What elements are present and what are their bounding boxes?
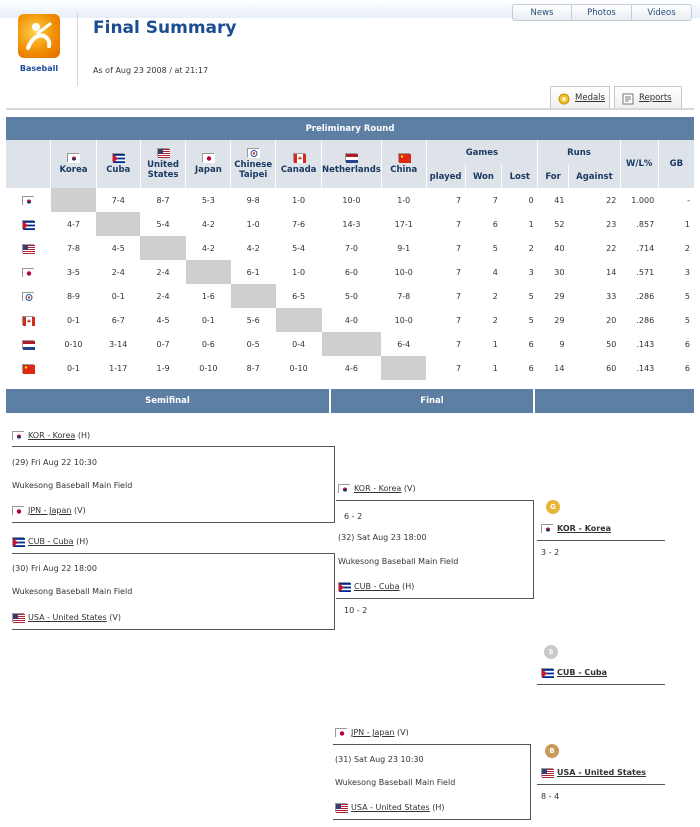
team-name: United States bbox=[147, 160, 179, 180]
result-cell: 5-6 bbox=[246, 315, 260, 325]
lost-cell: 2 bbox=[528, 243, 534, 253]
gb-cell: - bbox=[687, 195, 690, 205]
china-flag-icon bbox=[22, 364, 34, 373]
sf2-away bbox=[12, 613, 121, 622]
col-usa bbox=[140, 140, 186, 188]
col-korea bbox=[51, 140, 97, 188]
sf1-home bbox=[12, 431, 90, 440]
top-nav bbox=[512, 4, 692, 21]
page-title: Final Summary bbox=[93, 18, 237, 38]
row-flag bbox=[6, 236, 51, 260]
result-cell: 0-6 bbox=[201, 339, 215, 349]
bronze-home bbox=[335, 803, 445, 812]
canada-flag-icon bbox=[22, 316, 34, 325]
gb-cell: 2 bbox=[684, 243, 690, 253]
cuba-flag-icon bbox=[541, 668, 553, 677]
bracket-line bbox=[333, 819, 530, 820]
lost-cell: 6 bbox=[528, 339, 534, 349]
bronze-game: (31) Sat Aug 23 10:30 bbox=[335, 755, 424, 764]
team-name: Netherlands bbox=[322, 165, 381, 175]
for-cell: 29 bbox=[554, 315, 565, 325]
sf1-away bbox=[12, 506, 86, 515]
result-cell: 7-6 bbox=[292, 219, 306, 229]
played-cell: 7 bbox=[455, 291, 462, 301]
usa-flag-icon bbox=[541, 768, 553, 777]
sport-label: Baseball bbox=[19, 64, 59, 73]
against-header: Against bbox=[568, 165, 620, 188]
row-flag bbox=[6, 284, 51, 308]
row-flag bbox=[6, 356, 51, 380]
result-cell: 6-0 bbox=[344, 267, 358, 277]
gb-cell: 3 bbox=[684, 267, 690, 277]
won-header: Won bbox=[465, 165, 502, 188]
bronze-score: 8 - 4 bbox=[541, 792, 560, 801]
result-cell: 7-8 bbox=[66, 243, 81, 253]
gb-cell: 6 bbox=[684, 339, 690, 349]
bracket-line bbox=[334, 553, 335, 630]
gb-cell: 1 bbox=[684, 219, 690, 229]
chinese-taipei-flag-icon bbox=[22, 292, 34, 301]
japan-flag-icon bbox=[22, 268, 34, 277]
corner-cell bbox=[6, 140, 51, 188]
team-link[interactable]: KOR - Korea bbox=[557, 524, 612, 533]
result-cell: 3-14 bbox=[109, 339, 128, 349]
result-cell: 4-0 bbox=[344, 315, 358, 325]
korea-flag-icon bbox=[67, 153, 79, 162]
final-sf2-score: 10 - 2 bbox=[344, 606, 368, 615]
played-cell: 7 bbox=[455, 363, 462, 373]
for-cell: 41 bbox=[554, 195, 565, 205]
gb-cell: 6 bbox=[684, 363, 690, 373]
visitor-marker: (V) bbox=[403, 484, 416, 493]
result-cell: 6-1 bbox=[246, 267, 260, 277]
self-cell bbox=[322, 332, 382, 356]
korea-flag-icon bbox=[338, 484, 350, 493]
final-visitor bbox=[338, 484, 416, 493]
cuba-flag-icon bbox=[22, 220, 34, 229]
japan-flag-icon bbox=[12, 506, 24, 515]
col-netherlands bbox=[322, 140, 382, 188]
team-link[interactable]: CUB - Cuba bbox=[557, 668, 608, 677]
team-name: Chinese Taipei bbox=[234, 160, 273, 180]
result-cell: 10-0 bbox=[394, 267, 413, 277]
team-link[interactable]: USA - United States bbox=[28, 613, 107, 622]
cuba-flag-icon bbox=[338, 582, 350, 591]
team-link[interactable]: USA - United States bbox=[557, 768, 647, 777]
cuba-flag-icon bbox=[112, 153, 124, 162]
silver-team bbox=[541, 668, 607, 677]
final-header: Final bbox=[331, 389, 533, 413]
wl-cell: 1.000 bbox=[631, 195, 655, 205]
result-cell: 5-4 bbox=[292, 243, 306, 253]
result-cell: 1-0 bbox=[397, 195, 411, 205]
final-venue: Wukesong Baseball Main Field bbox=[338, 557, 459, 566]
for-cell: 40 bbox=[554, 243, 565, 253]
table-row bbox=[6, 212, 694, 236]
result-cell: 7-0 bbox=[344, 243, 358, 253]
result-cell: 5-4 bbox=[156, 219, 170, 229]
played-cell: 7 bbox=[455, 267, 462, 277]
sf1-venue: Wukesong Baseball Main Field bbox=[12, 481, 133, 490]
wl-cell: .286 bbox=[636, 291, 655, 301]
self-cell bbox=[381, 356, 426, 380]
row-flag bbox=[6, 212, 51, 236]
home-marker: (H) bbox=[432, 803, 445, 812]
gb-cell: 5 bbox=[684, 291, 690, 301]
result-cell: 0-5 bbox=[246, 339, 260, 349]
played-cell: 7 bbox=[455, 195, 462, 205]
result-cell: 6-7 bbox=[111, 315, 125, 325]
won-cell: 2 bbox=[492, 315, 498, 325]
result-cell: 1-6 bbox=[201, 291, 215, 301]
news-tab[interactable]: News bbox=[512, 4, 572, 21]
against-cell: 50 bbox=[606, 339, 617, 349]
played-cell: 7 bbox=[455, 315, 462, 325]
table-row bbox=[6, 284, 694, 308]
against-cell: 60 bbox=[606, 363, 617, 373]
against-cell: 33 bbox=[606, 291, 617, 301]
sf2-venue: Wukesong Baseball Main Field bbox=[12, 587, 133, 596]
played-cell: 7 bbox=[455, 219, 462, 229]
against-cell: 22 bbox=[606, 243, 617, 253]
won-cell: 5 bbox=[492, 243, 498, 253]
result-cell: 6-4 bbox=[397, 339, 411, 349]
team-link[interactable]: JPN - Japan bbox=[28, 506, 72, 515]
result-cell: 4-5 bbox=[111, 243, 125, 253]
result-cell: 0-1 bbox=[111, 291, 125, 301]
result-cell: 4-2 bbox=[246, 243, 260, 253]
result-cell: 0-10 bbox=[199, 363, 218, 373]
bracket-line bbox=[333, 744, 530, 745]
team-link[interactable]: KOR - Korea bbox=[28, 431, 76, 440]
won-cell: 6 bbox=[492, 219, 498, 229]
timestamp: As of Aug 23 2008 / at 21:17 bbox=[93, 66, 209, 75]
result-cell: 1-0 bbox=[292, 195, 306, 205]
bracket-line bbox=[537, 540, 665, 541]
result-cell: 1-17 bbox=[109, 363, 128, 373]
wl-cell: .714 bbox=[636, 243, 655, 253]
result-cell: 17-1 bbox=[394, 219, 413, 229]
sf1-game: (29) Fri Aug 22 10:30 bbox=[12, 458, 97, 467]
against-cell: 20 bbox=[606, 315, 617, 325]
result-cell: 2-4 bbox=[156, 291, 170, 301]
videos-tab[interactable]: Videos bbox=[632, 4, 692, 21]
col-china bbox=[381, 140, 426, 188]
won-cell: 2 bbox=[492, 291, 498, 301]
against-cell: 23 bbox=[606, 219, 617, 229]
usa-flag-icon bbox=[22, 244, 34, 253]
cuba-flag-icon bbox=[12, 537, 24, 546]
header-divider bbox=[77, 12, 78, 86]
reports-tab[interactable] bbox=[614, 86, 682, 109]
wl-cell: .143 bbox=[636, 363, 655, 373]
visitor-marker: (V) bbox=[397, 728, 409, 737]
result-cell: 4-5 bbox=[156, 315, 170, 325]
japan-flag-icon bbox=[335, 728, 347, 737]
team-name: Japan bbox=[194, 165, 222, 175]
wl-header: W/L% bbox=[620, 140, 658, 188]
lost-cell: 3 bbox=[528, 267, 534, 277]
chinese-taipei-flag-icon bbox=[247, 148, 259, 157]
team-name: Cuba bbox=[106, 165, 131, 175]
photos-tab[interactable]: Photos bbox=[572, 4, 632, 21]
home-marker: (H) bbox=[77, 431, 91, 440]
bronze-medal-icon: B bbox=[545, 744, 559, 758]
result-cell: 0-10 bbox=[64, 339, 83, 349]
final-game: (32) Sat Aug 23 18:00 bbox=[338, 533, 427, 542]
result-cell: 0-4 bbox=[292, 339, 306, 349]
medals-link[interactable]: Medals bbox=[575, 93, 605, 103]
sf2-home bbox=[12, 537, 88, 546]
result-cell: 2-4 bbox=[111, 267, 125, 277]
final-home bbox=[338, 582, 414, 591]
result-cell: 8-7 bbox=[246, 363, 260, 373]
bracket-line bbox=[537, 784, 665, 785]
gb-cell: 5 bbox=[684, 315, 690, 325]
played-cell: 7 bbox=[455, 243, 462, 253]
bronze-visitor bbox=[335, 728, 409, 737]
usa-flag-icon bbox=[335, 803, 347, 812]
lost-cell: 0 bbox=[528, 195, 534, 205]
lost-header: Lost bbox=[502, 165, 538, 188]
result-cell: 7-4 bbox=[111, 195, 125, 205]
bracket-line bbox=[336, 500, 533, 501]
bracket-line bbox=[12, 553, 334, 554]
col-canada bbox=[276, 140, 322, 188]
table-row bbox=[6, 188, 694, 212]
lost-cell: 6 bbox=[528, 363, 534, 373]
played-header: played bbox=[426, 165, 465, 188]
bronze-team bbox=[541, 768, 646, 777]
korea-flag-icon bbox=[541, 524, 553, 533]
result-cell: 1-0 bbox=[246, 219, 260, 229]
result-cell: 2-4 bbox=[156, 267, 170, 277]
korea-flag-icon bbox=[12, 431, 24, 440]
team-link[interactable]: USA - United States bbox=[351, 803, 430, 812]
visitor-marker: (V) bbox=[74, 506, 86, 515]
medals-tab[interactable] bbox=[550, 86, 610, 109]
reports-link[interactable]: Reports bbox=[639, 93, 672, 103]
row-flag bbox=[6, 260, 51, 284]
row-flag bbox=[6, 188, 51, 212]
result-cell: 4-6 bbox=[344, 363, 358, 373]
for-cell: 30 bbox=[554, 267, 565, 277]
japan-flag-icon bbox=[202, 153, 214, 162]
team-name: Canada bbox=[280, 165, 317, 175]
result-cell: 1-9 bbox=[156, 363, 170, 373]
team-name: China bbox=[390, 165, 418, 175]
self-cell bbox=[51, 188, 97, 212]
result-cell: 10-0 bbox=[394, 315, 413, 325]
for-header: For bbox=[538, 165, 569, 188]
sf2-game: (30) Fri Aug 22 18:00 bbox=[12, 564, 97, 573]
lost-cell: 5 bbox=[528, 315, 534, 325]
wl-cell: .286 bbox=[636, 315, 655, 325]
team-name: Korea bbox=[59, 165, 88, 175]
header-rule bbox=[6, 108, 694, 110]
against-cell: 22 bbox=[606, 195, 617, 205]
usa-flag-icon bbox=[157, 148, 169, 157]
table-row bbox=[6, 332, 694, 356]
medal-icon bbox=[558, 92, 570, 104]
netherlands-flag-icon bbox=[345, 153, 357, 162]
row-flag bbox=[6, 332, 51, 356]
result-cell: 0-7 bbox=[156, 339, 170, 349]
semifinal-header: Semifinal bbox=[6, 389, 329, 413]
result-cell: 5-3 bbox=[201, 195, 215, 205]
result-cell: 0-10 bbox=[289, 363, 308, 373]
netherlands-flag-icon bbox=[22, 340, 34, 349]
runs-header: Runs bbox=[538, 140, 621, 165]
usa-flag-icon bbox=[12, 613, 24, 622]
bracket-line bbox=[334, 446, 335, 523]
bracket-line bbox=[12, 446, 334, 447]
visitor-marker: (V) bbox=[109, 613, 121, 622]
result-cell: 0-1 bbox=[66, 363, 81, 373]
report-icon bbox=[622, 92, 634, 104]
col-japan bbox=[186, 140, 231, 188]
gold-score: 3 - 2 bbox=[541, 548, 560, 557]
table-row bbox=[6, 356, 694, 380]
bronze-venue: Wukesong Baseball Main Field bbox=[335, 778, 456, 787]
result-cell: 5-0 bbox=[344, 291, 358, 301]
final-sf1-score: 6 - 2 bbox=[344, 512, 363, 521]
for-cell: 29 bbox=[554, 291, 565, 301]
won-cell: 7 bbox=[492, 195, 498, 205]
canada-flag-icon bbox=[293, 153, 305, 162]
against-cell: 14 bbox=[606, 267, 617, 277]
self-cell bbox=[186, 260, 231, 284]
gold-medal-icon: G bbox=[546, 500, 560, 514]
result-cell: 4-2 bbox=[201, 219, 215, 229]
self-cell bbox=[231, 284, 276, 308]
medal-header bbox=[535, 389, 694, 413]
result-cell: 1-0 bbox=[292, 267, 306, 277]
gold-team bbox=[541, 524, 611, 533]
bracket-line bbox=[533, 500, 534, 599]
team-link[interactable]: CUB - Cuba bbox=[354, 582, 400, 591]
games-header: Games bbox=[426, 140, 538, 165]
for-cell: 52 bbox=[554, 219, 565, 229]
wl-cell: .571 bbox=[636, 267, 655, 277]
table-row bbox=[6, 308, 694, 332]
result-cell: 8-9 bbox=[66, 291, 81, 301]
home-marker: (H) bbox=[76, 537, 89, 546]
wl-cell: .143 bbox=[636, 339, 655, 349]
bracket-line bbox=[537, 684, 665, 685]
won-cell: 1 bbox=[492, 339, 498, 349]
col-chinese-taipei bbox=[231, 140, 276, 188]
for-cell: 14 bbox=[554, 363, 565, 373]
bracket-line bbox=[12, 629, 334, 630]
result-cell: 9-1 bbox=[397, 243, 411, 253]
korea-flag-icon bbox=[22, 196, 34, 205]
team-link[interactable]: CUB - Cuba bbox=[28, 537, 74, 546]
wl-cell: .857 bbox=[636, 219, 655, 229]
result-cell: 6-5 bbox=[292, 291, 306, 301]
self-cell bbox=[140, 236, 186, 260]
result-cell: 4-7 bbox=[66, 219, 81, 229]
home-marker: (H) bbox=[402, 582, 415, 591]
table-row bbox=[6, 236, 694, 260]
team-link[interactable]: JPN - Japan bbox=[351, 728, 395, 737]
bracket-line bbox=[336, 598, 533, 599]
result-cell: 4-2 bbox=[201, 243, 215, 253]
col-cuba bbox=[96, 140, 140, 188]
china-flag-icon bbox=[398, 153, 410, 162]
result-cell: 3-5 bbox=[66, 267, 81, 277]
for-cell: 9 bbox=[559, 339, 565, 349]
result-cell: 9-8 bbox=[246, 195, 260, 205]
team-link[interactable]: KOR - Korea bbox=[354, 484, 402, 493]
result-cell: 0-1 bbox=[201, 315, 215, 325]
result-cell: 10-0 bbox=[342, 195, 361, 205]
result-cell: 0-1 bbox=[66, 315, 81, 325]
lost-cell: 5 bbox=[528, 291, 534, 301]
won-cell: 4 bbox=[492, 267, 498, 277]
baseball-pictogram-logo bbox=[18, 14, 60, 58]
gb-header: GB bbox=[658, 140, 694, 188]
self-cell bbox=[276, 308, 322, 332]
bracket-line bbox=[530, 744, 531, 820]
bracket-line bbox=[12, 522, 334, 523]
self-cell bbox=[96, 212, 140, 236]
result-cell: 8-7 bbox=[156, 195, 170, 205]
row-flag bbox=[6, 308, 51, 332]
standings-table bbox=[6, 117, 694, 380]
silver-medal-icon: S bbox=[544, 645, 558, 659]
lost-cell: 1 bbox=[528, 219, 534, 229]
played-cell: 7 bbox=[455, 339, 462, 349]
won-cell: 1 bbox=[492, 363, 498, 373]
table-row bbox=[6, 260, 694, 284]
result-cell: 14-3 bbox=[342, 219, 361, 229]
result-cell: 7-8 bbox=[397, 291, 411, 301]
table-caption: Preliminary Round bbox=[6, 117, 694, 140]
